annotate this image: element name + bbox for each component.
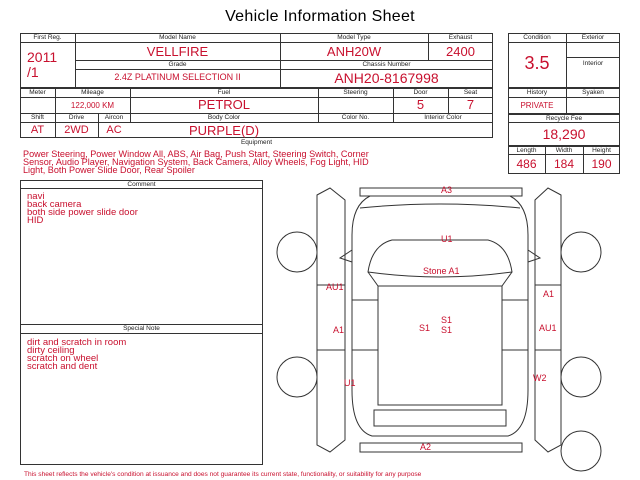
seat-value: 7 (466, 97, 475, 112)
fuel-label: Fuel (217, 89, 231, 96)
wheel-front-left (277, 232, 317, 272)
drive-label: Drive (68, 114, 85, 121)
model-type-label: Model Type (337, 34, 371, 41)
aircon-label: Aircon (104, 114, 124, 121)
comment-label: Comment (127, 181, 156, 188)
length-value: 486 (516, 157, 537, 171)
mark-au1-left: AU1 (326, 282, 344, 292)
exterior-label: Exterior (581, 34, 605, 41)
mark-a1-left: A1 (333, 325, 345, 335)
grade-value: 2.4Z PLATINUM SELECTION II (114, 72, 241, 82)
mark-s1-c: S1 (441, 325, 453, 335)
color-no-label: Color No. (341, 114, 370, 121)
mark-a3: A3 (441, 185, 453, 195)
mark-w2: W2 (533, 373, 547, 383)
body-color-label: Body Color (207, 114, 241, 121)
body-color-value: PURPLE(D) (188, 123, 260, 138)
comment-line-3: both side power slide door (27, 207, 138, 218)
mark-a2: A2 (420, 442, 432, 452)
comment-line-4: HID (27, 215, 44, 226)
special-note-line-3: scratch on wheel (27, 353, 99, 364)
wheel-rear-left (277, 357, 317, 397)
history-label: History (526, 89, 548, 96)
mark-au1-right: AU1 (539, 323, 557, 333)
special-note-label: Special Note (123, 325, 160, 332)
hood-line (360, 204, 520, 208)
wheel-front-right (561, 232, 601, 272)
spare-wheel (561, 431, 601, 471)
mirror-left (340, 250, 352, 262)
length-label: Length (516, 147, 537, 154)
model-name-value: VELLFIRE (146, 44, 209, 59)
roof (378, 286, 502, 405)
equipment-line-2: Sensor, Audio Player, Navigation System, Back Camera, Alloy Wheels, Fog Light, HID (23, 157, 369, 167)
comment-line-2: back camera (27, 199, 82, 210)
special-note-line-1: dirt and scratch in room (27, 337, 127, 348)
meter-label: Meter (29, 89, 46, 96)
height-value: 190 (591, 157, 612, 171)
first-reg-year: 2011 (27, 49, 58, 65)
width-value: 184 (553, 157, 575, 171)
model-name-label: Model Name (159, 34, 196, 41)
seat-label: Seat (463, 89, 478, 96)
exhaust-label: Exhaust (448, 34, 473, 41)
condition-label: Condition (523, 34, 551, 41)
right-side-panel (535, 188, 561, 452)
equipment-label: Equipment (240, 139, 273, 146)
condition-value: 3.5 (524, 53, 550, 73)
door-label: Door (413, 89, 428, 96)
shift-label: Shift (30, 114, 44, 121)
special-note-line-4: scratch and dent (27, 361, 98, 372)
steering-label: Steering (343, 89, 368, 96)
exhaust-value: 2400 (446, 44, 475, 59)
first-reg-month: /1 (27, 64, 39, 80)
history-value: PRIVATE (520, 101, 554, 110)
interior-color-label: Interior Color (424, 114, 462, 121)
left-side-panel (317, 188, 345, 452)
fuel-value: PETROL (197, 97, 250, 112)
mark-stone: Stone A1 (423, 266, 460, 276)
footer-disclaimer: This sheet reflects the vehicle's condition at issuance and does not guarantee its current state, functionality, or suitability for any purpose (24, 471, 422, 478)
aircon-value: AC (106, 124, 122, 136)
comment-line-1: navi (27, 191, 45, 202)
model-type-value: ANH20W (326, 44, 382, 59)
first-reg-label: First Reg. (33, 34, 62, 41)
recycle-fee-label: Recycle Fee (545, 115, 583, 122)
shift-value: AT (30, 124, 45, 136)
interior-label: Interior (582, 60, 604, 67)
syaken-label: Syaken (582, 89, 604, 96)
width-label: Width (555, 147, 573, 154)
mileage-value: 122,000 KM (70, 101, 115, 110)
special-note-line-2: dirty ceiling (27, 345, 75, 356)
drive-value: 2WD (64, 124, 89, 136)
equipment-line-1: Power Steering, Power Window All, ABS, Air Bag, Push Start, Steering Switch, Corner (23, 149, 369, 159)
sheet-title: Vehicle Information Sheet (225, 8, 415, 25)
equipment-line-3: Light, Both Power Slide Door, Rear Spoiler (23, 165, 195, 175)
rear-bumper (360, 443, 522, 452)
mark-a1-right-top: A1 (543, 289, 555, 299)
mark-u1-left: U1 (344, 378, 356, 388)
chassis-label: Chassis Number (362, 61, 411, 68)
mark-s1-a: S1 (441, 315, 453, 325)
height-label: Height (592, 147, 611, 154)
mark-u1-hood: U1 (441, 234, 453, 244)
recycle-fee-value: 18,290 (542, 126, 586, 142)
mark-s1-b: S1 (419, 323, 431, 333)
rear-window (374, 410, 506, 426)
door-value: 5 (416, 97, 425, 112)
mileage-label: Mileage (81, 89, 104, 96)
wheel-rear-right (561, 357, 601, 397)
grade-label: Grade (168, 61, 187, 68)
mirror-right (528, 250, 540, 262)
chassis-value: ANH20-8167998 (334, 70, 439, 86)
